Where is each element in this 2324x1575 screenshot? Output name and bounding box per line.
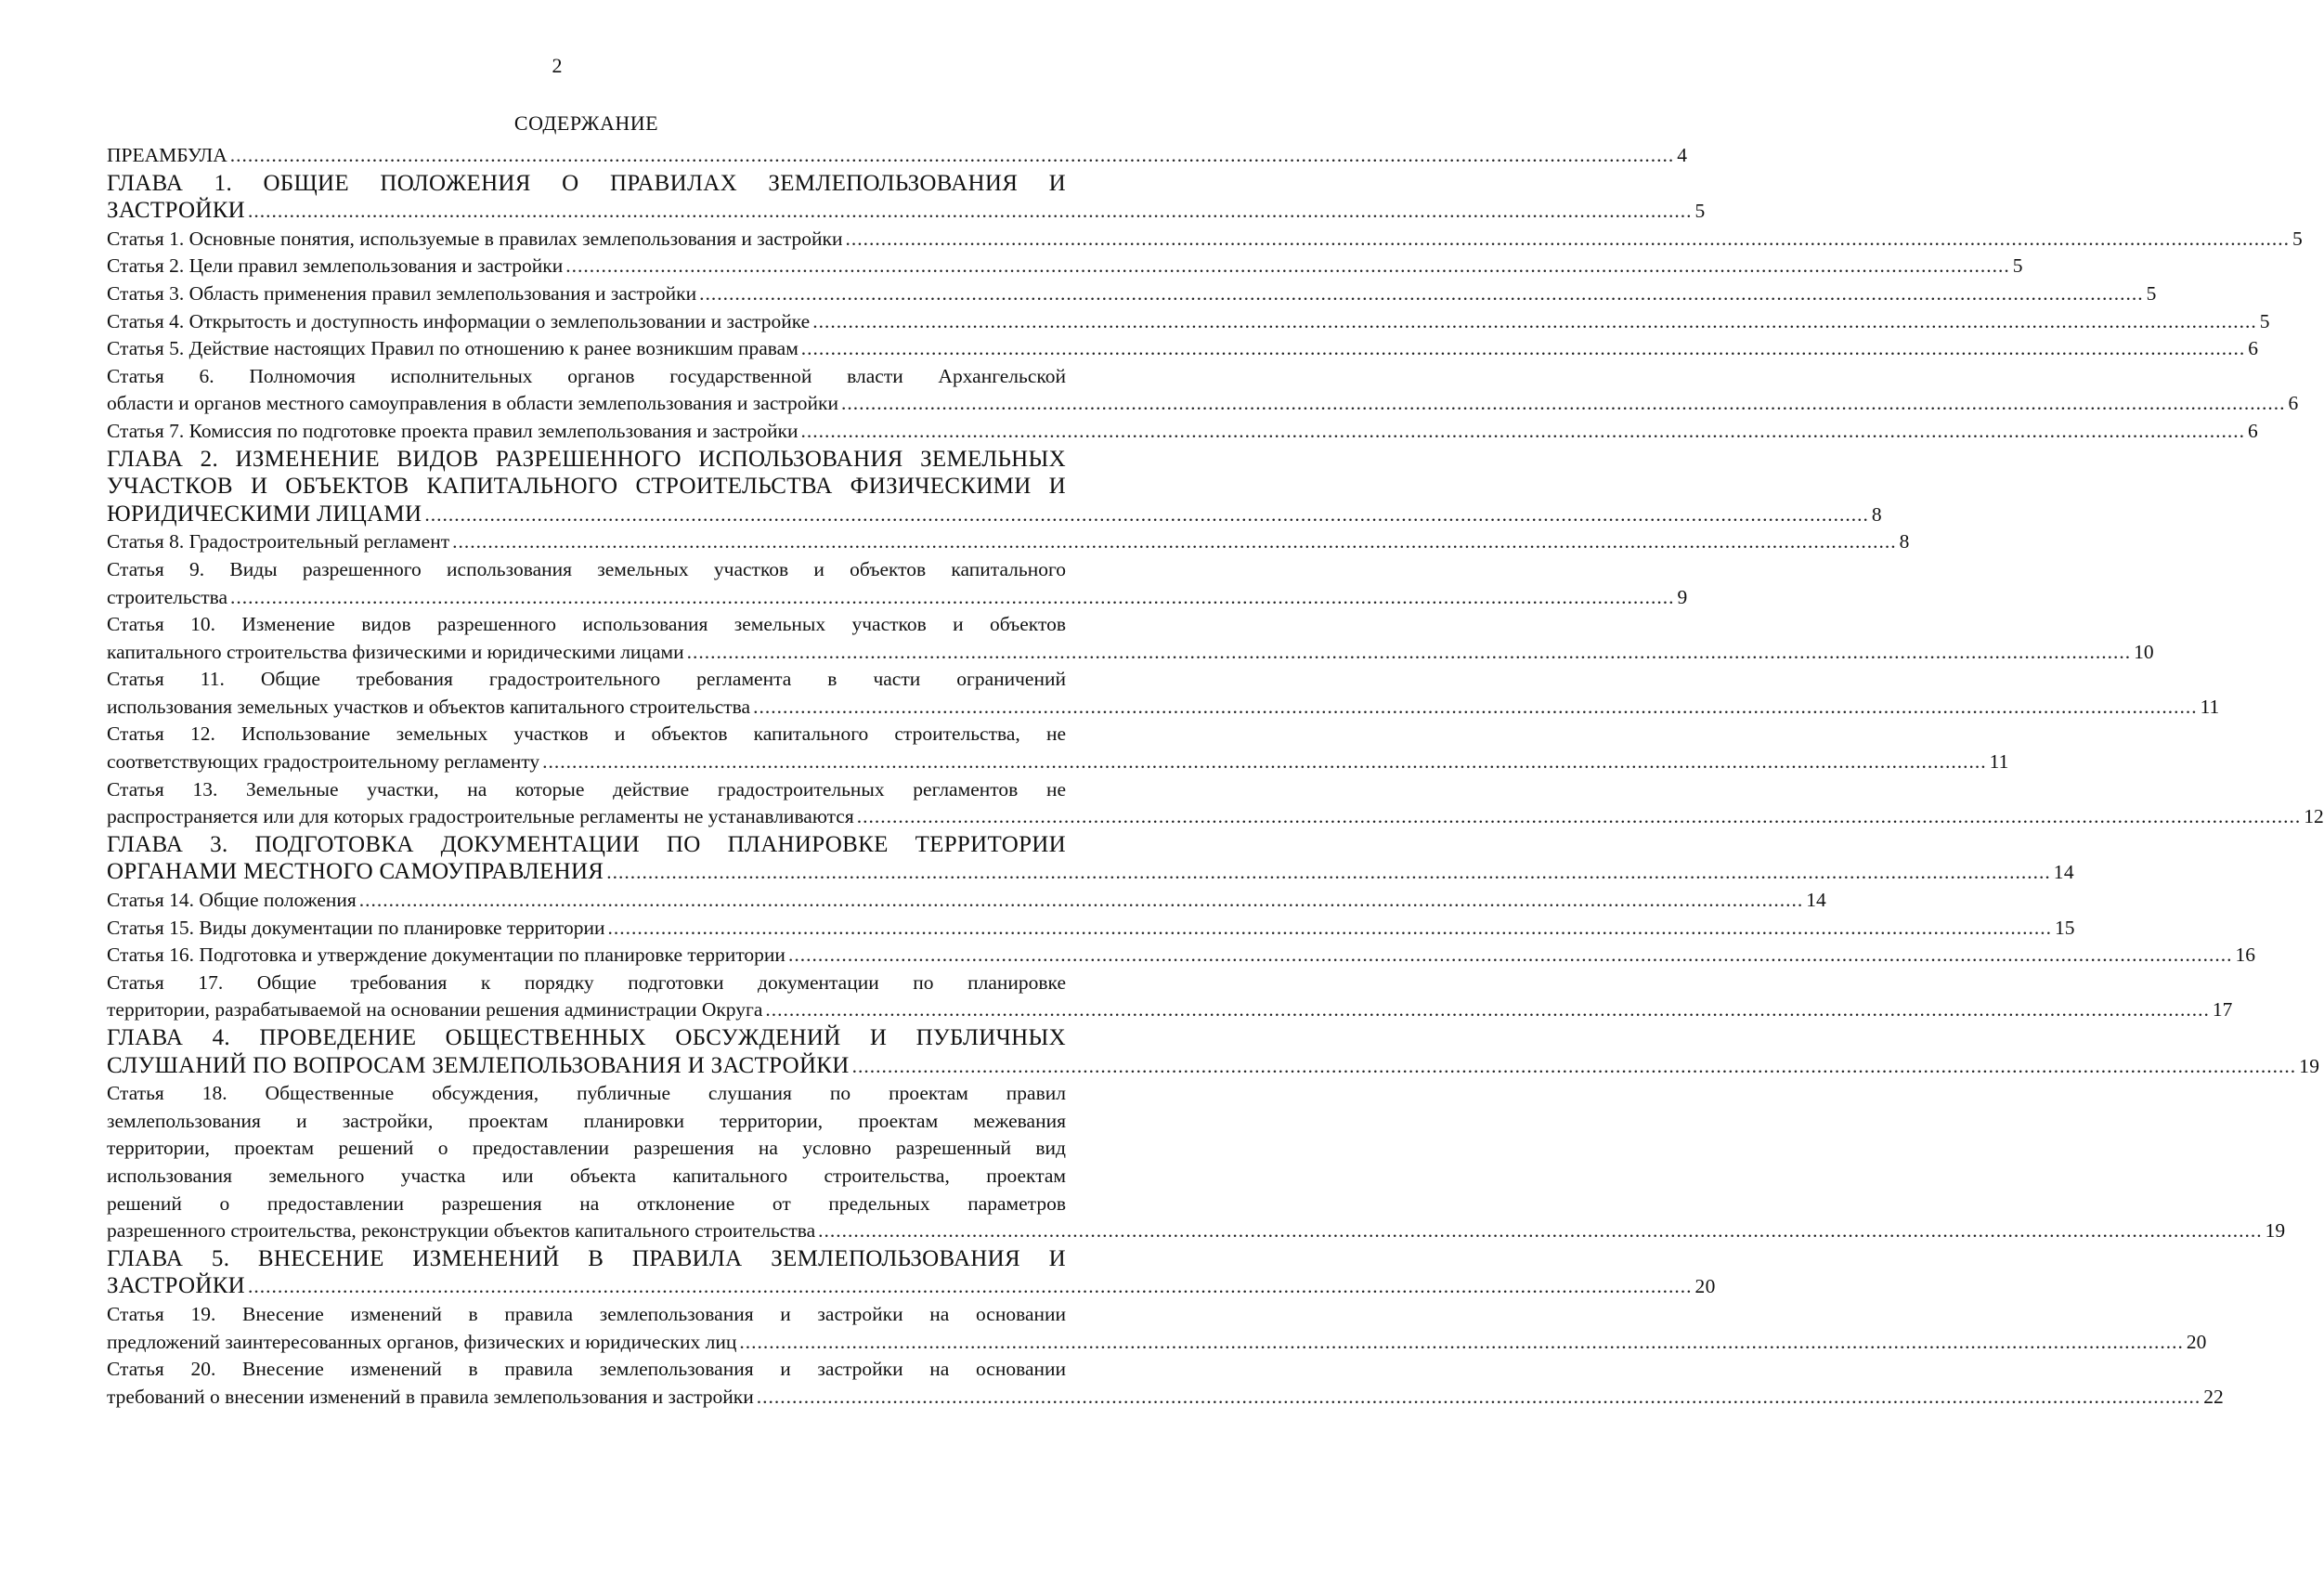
toc-page-number: 5 — [2012, 254, 2023, 278]
dot-leader — [852, 1053, 2297, 1081]
toc-article-entry[interactable] — [107, 280, 2157, 308]
toc-article-entry[interactable] — [107, 226, 2303, 254]
toc-entry-line: ГЛАВА 5. ВНЕСЕНИЕ ИЗМЕНЕНИЙ В ПРАВИЛА ЗЕМЛЕПОЛЬЗОВАНИЯ И — [107, 1245, 1066, 1271]
toc-entry-line: Статья 19. Внесение изменений в правила землепользования и застройки на основании — [107, 1302, 1066, 1325]
toc-chapter-entry[interactable] — [107, 831, 2074, 887]
toc-chapter-entry[interactable] — [107, 1024, 2320, 1080]
toc-entry-line: Статья 9. Виды разрешенного использования земельных участков и объектов капитального — [107, 557, 1066, 580]
dot-leader — [757, 1384, 2201, 1412]
toc-entry-text: ОРГАНАМИ МЕСТНОГО САМОУПРАВЛЕНИЯ — [107, 859, 604, 885]
toc-entry-line: Статья 11. Общие требования градостроительного регламента в части ограничений — [107, 668, 1066, 691]
toc-page-number: 9 — [1677, 585, 1688, 608]
toc-entry-text: ЗАСТРОЙКИ — [107, 1273, 246, 1299]
toc-entry-line: ГЛАВА 4. ПРОВЕДЕНИЕ ОБЩЕСТВЕННЫХ ОБСУЖДЕНИЙ И ПУБЛИЧНЫХ — [107, 1025, 1066, 1050]
toc-page-number: 16 — [2235, 944, 2255, 967]
toc-entry-text: Статья 3. Область применения правил землепользования и застройки — [107, 281, 697, 305]
toc-page-number: 4 — [1677, 144, 1688, 166]
toc-article-entry[interactable] — [107, 942, 2255, 970]
toc-article-entry[interactable] — [107, 666, 2220, 721]
toc-entry-text: ЗАСТРОЙКИ — [107, 198, 246, 224]
dot-leader — [248, 198, 1693, 226]
dot-leader — [230, 584, 1675, 612]
toc-article-entry[interactable] — [107, 776, 2324, 831]
toc-article-entry[interactable] — [107, 1356, 2224, 1411]
toc-entry-text: разрешенного строительства, реконструкции объектов капитального строительства — [107, 1219, 816, 1243]
toc-entry-text: Статья 15. Виды документации по планировке территории — [107, 916, 605, 939]
toc-article-entry[interactable] — [107, 611, 2154, 666]
toc-entry-text: капитального строительства физическими и юридическими лицами — [107, 640, 684, 663]
toc-article-entry[interactable] — [107, 418, 2258, 446]
toc-entry-text: ПРЕАМБУЛА — [107, 144, 227, 166]
toc-entry-line: Статья 6. Полномочия исполнительных органов государственной власти Архангельской — [107, 364, 1066, 387]
toc-page-number: 14 — [2053, 861, 2074, 884]
toc-entry-text: Статья 8. Градостроительный регламент — [107, 530, 450, 553]
table-of-contents — [107, 142, 2324, 1411]
toc-entry-last-line — [107, 390, 2299, 418]
toc-entry-line: Статья 17. Общие требования к порядку подготовки документации по планировке — [107, 970, 1066, 994]
toc-entry-text: предложений заинтересованных органов, физических и юридических лиц — [107, 1330, 737, 1353]
toc-entry-last-line — [107, 226, 2303, 254]
toc-entry-text: области и органов местного самоуправления в области землепользования и застройки — [107, 392, 838, 415]
toc-chapter-entry[interactable] — [107, 446, 1882, 529]
toc-entry-text: Статья 14. Общие положения — [107, 889, 357, 912]
toc-entry-last-line — [107, 308, 2270, 336]
toc-entry-line: Статья 18. Общественные обсуждения, публичные слушания по проектам правил — [107, 1082, 1066, 1105]
dot-leader — [452, 528, 1897, 556]
toc-chapter-entry[interactable] — [107, 1245, 1716, 1301]
toc-entry-text: строительства — [107, 585, 228, 608]
toc-page-number: 20 — [2186, 1330, 2207, 1353]
toc-article-entry[interactable] — [107, 915, 2075, 943]
toc-page-number: 11 — [2200, 695, 2220, 718]
toc-article-entry[interactable] — [107, 363, 2299, 418]
toc-entry-text: территории, разрабатываемой на основании решения администрации Округа — [107, 998, 763, 1022]
dot-leader — [845, 226, 2290, 254]
toc-article-entry[interactable] — [107, 1301, 2207, 1356]
toc-entry-last-line — [107, 280, 2157, 308]
toc-entry-text: Статья 2. Цели правил землепользования и застройки — [107, 254, 564, 278]
toc-page-number: 14 — [1806, 889, 1826, 912]
toc-entry-text: требований о внесении изменений в правила землепользования и застройки — [107, 1385, 754, 1408]
dot-leader — [359, 887, 1804, 915]
toc-page-number: 12 — [2304, 805, 2324, 828]
toc-page-number: 8 — [1899, 530, 1910, 553]
toc-page-number: 5 — [1694, 200, 1706, 223]
toc-entry-last-line — [107, 887, 1826, 915]
toc-entry-last-line — [107, 942, 2255, 970]
toc-entry-last-line — [107, 253, 2023, 280]
dot-leader — [812, 308, 2257, 336]
toc-entry-last-line — [107, 694, 2220, 722]
toc-entry-line: Статья 12. Использование земельных участков и объектов капитального строительства, не — [107, 722, 1066, 746]
toc-entry-text: соответствующих градостроительному регламенту — [107, 750, 540, 774]
toc-article-entry[interactable] — [107, 335, 2259, 363]
toc-entry-line: территории, проектам решений о предоставлении разрешения на условно разрешенный вид — [107, 1137, 1066, 1160]
toc-entry-last-line — [107, 915, 2075, 943]
toc-page-number: 22 — [2203, 1385, 2224, 1408]
toc-page-number: 19 — [2299, 1054, 2320, 1077]
toc-entry-last-line — [107, 197, 1706, 226]
toc-entry-line: ГЛАВА 2. ИЗМЕНЕНИЕ ВИДОВ РАЗРЕШЕННОГО ИСПОЛЬЗОВАНИЯ ЗЕМЕЛЬНЫХ — [107, 446, 1066, 472]
toc-entry-last-line — [107, 142, 1688, 170]
toc-entry-last-line — [107, 803, 2324, 831]
dot-leader — [606, 859, 2051, 887]
toc-article-entry[interactable] — [107, 1080, 2286, 1245]
toc-page-number: 20 — [1694, 1275, 1716, 1298]
toc-page-number: 5 — [2292, 227, 2303, 250]
toc-page-number: 5 — [2259, 309, 2270, 332]
toc-entry-last-line — [107, 1329, 2207, 1357]
dot-leader — [841, 390, 2286, 418]
toc-article-entry[interactable] — [107, 887, 1826, 915]
toc-entry-text: Статья 4. Открытость и доступность информации о землепользовании и застройке — [107, 309, 811, 332]
dot-leader — [801, 335, 2246, 363]
toc-page-number: 6 — [2248, 337, 2259, 360]
toc-page-number: 15 — [2055, 916, 2075, 939]
toc-page-number: 8 — [1871, 502, 1882, 526]
toc-entry-last-line — [107, 335, 2259, 363]
dot-leader — [818, 1217, 2263, 1245]
toc-article-entry[interactable] — [107, 528, 1910, 556]
toc-entry-text: Статья 16. Подготовка и утверждение документации по планировке территории — [107, 944, 785, 967]
dot-leader — [788, 942, 2233, 970]
toc-article-entry[interactable] — [107, 556, 1688, 611]
toc-entry-line: землепользования и застройки, проектам планировки территории, проектам межевания — [107, 1109, 1066, 1132]
toc-article-entry[interactable] — [107, 308, 2270, 336]
toc-entry-last-line — [107, 748, 2009, 776]
dot-leader — [739, 1329, 2184, 1357]
toc-entry-last-line — [107, 1217, 2286, 1245]
toc-section-entry[interactable] — [107, 142, 1688, 170]
toc-entry-text: СЛУШАНИЙ ПО ВОПРОСАМ ЗЕМЛЕПОЛЬЗОВАНИЯ И ЗАСТРОЙКИ — [107, 1052, 850, 1078]
dot-leader — [753, 694, 2198, 722]
toc-entry-last-line — [107, 1052, 2320, 1081]
toc-entry-line: УЧАСТКОВ И ОБЪЕКТОВ КАПИТАЛЬНОГО СТРОИТЕЛЬСТВА ФИЗИЧЕСКИМИ И — [107, 474, 1066, 500]
toc-entry-line: Статья 13. Земельные участки, на которые действие градостроительных регламентов не — [107, 777, 1066, 801]
toc-entry-text: Статья 7. Комиссия по подготовке проекта правил землепользования и застройки — [107, 419, 798, 442]
dot-leader — [800, 418, 2245, 446]
toc-page-number: 17 — [2212, 998, 2233, 1022]
dot-leader — [857, 803, 2302, 831]
toc-chapter-entry[interactable] — [107, 170, 1706, 226]
toc-entry-line: ГЛАВА 1. ОБЩИЕ ПОЛОЖЕНИЯ О ПРАВИЛАХ ЗЕМЛЕПОЛЬЗОВАНИЯ И — [107, 170, 1066, 196]
toc-page-number: 10 — [2134, 640, 2154, 663]
toc-article-entry[interactable] — [107, 721, 2009, 775]
dot-leader — [542, 748, 1987, 776]
toc-entry-last-line — [107, 584, 1688, 612]
toc-entry-last-line — [107, 501, 1882, 529]
dot-leader — [424, 501, 1869, 529]
toc-article-entry[interactable] — [107, 253, 2023, 280]
toc-page-number: 11 — [1989, 750, 2009, 774]
dot-leader — [230, 142, 1675, 170]
toc-entry-last-line — [107, 639, 2154, 667]
dot-leader — [565, 253, 2010, 280]
dot-leader — [608, 915, 2053, 943]
toc-entry-text: Статья 1. Основные понятия, используемые в правилах землепользования и застройки — [107, 227, 843, 250]
toc-article-entry[interactable] — [107, 970, 2233, 1024]
toc-entry-last-line — [107, 1272, 1716, 1301]
toc-title: СОДЕРЖАНИЕ — [513, 111, 659, 135]
toc-entry-text: Статья 5. Действие настоящих Правил по отношению к ранее возникшим правам — [107, 337, 798, 360]
toc-entry-text: ЮРИДИЧЕСКИМИ ЛИЦАМИ — [107, 501, 422, 527]
dot-leader — [687, 639, 2132, 667]
toc-entry-last-line — [107, 996, 2233, 1024]
toc-page-number: 6 — [2247, 419, 2258, 442]
toc-entry-text: использования земельных участков и объектов капитального строительства — [107, 695, 751, 718]
dot-leader — [248, 1273, 1693, 1301]
dot-leader — [699, 280, 2144, 308]
toc-entry-line: использования земельного участка или объекта капитального строительства, проектам — [107, 1164, 1066, 1187]
page-number: 2 — [552, 54, 563, 77]
dot-leader — [765, 996, 2210, 1024]
toc-entry-line: решений о предоставлении разрешения на отклонение от предельных параметров — [107, 1191, 1066, 1215]
toc-entry-line: ГЛАВА 3. ПОДГОТОВКА ДОКУМЕНТАЦИИ ПО ПЛАНИРОВКЕ ТЕРРИТОРИИ — [107, 831, 1066, 857]
toc-page-number: 5 — [2146, 281, 2157, 305]
toc-page-number: 19 — [2265, 1219, 2286, 1243]
toc-page-number: 6 — [2288, 392, 2299, 415]
toc-entry-last-line — [107, 858, 2074, 887]
toc-entry-line: Статья 20. Внесение изменений в правила землепользования и застройки на основании — [107, 1358, 1066, 1381]
toc-entry-last-line — [107, 528, 1910, 556]
toc-entry-line: Статья 10. Изменение видов разрешенного использования земельных участков и объектов — [107, 613, 1066, 636]
toc-entry-text: распространяется или для которых градостроительные регламенты не устанавливаются — [107, 805, 854, 828]
toc-entry-last-line — [107, 1384, 2224, 1412]
toc-entry-last-line — [107, 418, 2258, 446]
